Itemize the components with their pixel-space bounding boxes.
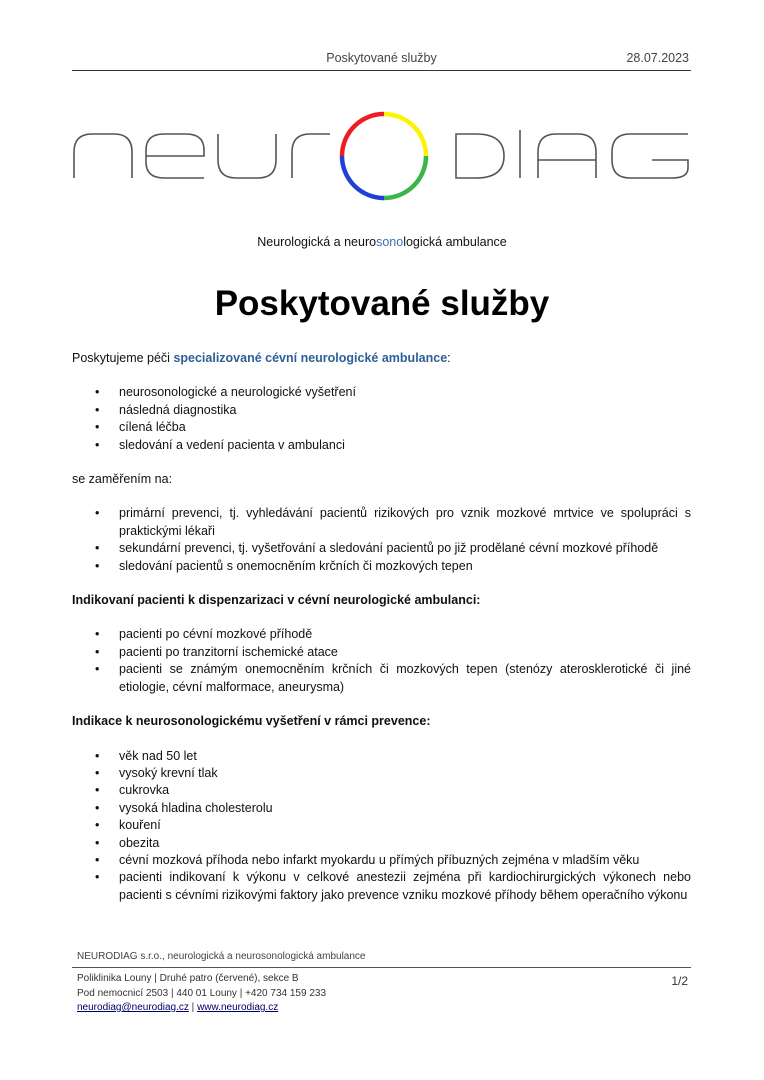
list-item: • sledování pacientů s onemocněním krčních či mozkových tepen	[72, 558, 691, 575]
focus-list	[72, 505, 691, 575]
logo-letter-n	[74, 134, 132, 178]
page-number: 1/2	[671, 974, 688, 988]
indicated-list	[72, 626, 691, 696]
footer-divider	[72, 967, 691, 968]
list-item: • pacienti indikovaní k výkonu v celkové anestezii zejména při kardiochirurgických výkonech nebo pacienti s cévními rizikovými faktory jako prevence vzniku mozkové příhody během operačního výkonu	[72, 869, 691, 904]
footer-address-line-1: Poliklinika Louny | Druhé patro (červené), sekce B	[77, 973, 299, 984]
list-item: • obezita	[72, 835, 691, 852]
list-item: • vysoký krevní tlak	[72, 765, 691, 782]
footer-link-separator: |	[188, 1002, 198, 1013]
list-item: • neurosonologické a neurologické vyšetření	[72, 384, 691, 401]
list-item: • cévní mozková příhoda nebo infarkt myokardu u přímých příbuzných zejména v mladším věku	[72, 852, 691, 869]
logo-letter-r	[292, 134, 330, 178]
list-item: • primární prevenci, tj. vyhledávání pacientů rizikových pro vznik mozkové mrtvice ve spolupráci s praktickými lékaři	[72, 505, 691, 540]
services-list	[72, 384, 691, 454]
logo-subtitle: Neurologická a neurosonologická ambulance	[257, 235, 507, 249]
page-title: Poskytované služby	[214, 284, 550, 323]
list-item: • sekundární prevenci, tj. vyšetřování a sledování pacientů po již prodělané cévní mozkové příhodě	[72, 540, 691, 557]
list-item: • pacienti po cévní mozkové příhodě	[72, 626, 691, 643]
list-item: • kouření	[72, 817, 691, 834]
focus-intro: se zaměřením na:	[72, 472, 173, 487]
list-item: • pacienti se známým onemocněním krčních či mozkových tepen (stenózy aterosklerotické či jiné etiologie, cévní malformace, aneurysma)	[72, 661, 691, 696]
header-title: Poskytované služby	[326, 51, 437, 65]
list-item: • pacienti po tranzitorní ischemické atace	[72, 644, 691, 661]
header-date: 28.07.2023	[626, 51, 689, 65]
footer-address	[77, 972, 326, 1016]
document-body	[72, 350, 691, 904]
logo-letter-e	[146, 134, 204, 178]
footer-contact-links	[77, 1001, 326, 1016]
logo-letter-d	[456, 134, 504, 178]
logo-ring	[342, 114, 426, 198]
prevention-list	[72, 748, 691, 905]
list-item: • následná diagnostika	[72, 402, 691, 419]
footer-web-link[interactable]: www.neurodiag.cz	[197, 1002, 279, 1013]
neurodiag-logo	[72, 110, 692, 202]
logo-letter-g	[612, 134, 688, 178]
list-item: • cílená léčba	[72, 419, 691, 436]
list-item: • cukrovka	[72, 782, 691, 799]
list-item: • věk nad 50 let	[72, 748, 691, 765]
prevention-heading: Indikace k neurosonologickému vyšetření v rámci prevence:	[72, 714, 431, 729]
logo-letter-a	[538, 134, 596, 178]
intro-paragraph: Poskytujeme péči specializované cévní neurologické ambulance:	[72, 351, 451, 365]
logo-letter-u	[218, 134, 276, 178]
page-header	[72, 50, 691, 71]
footer-address-line-2: Pod nemocnicí 2503 | 440 01 Louny | +420 734 159 233	[77, 987, 327, 999]
footer-email-link[interactable]: neurodiag@neurodiag.cz	[77, 1002, 189, 1013]
list-item: • sledování a vedení pacienta v ambulanci	[72, 437, 691, 454]
footer-company: NEURODIAG s.r.o., neurologická a neurosonologická ambulance	[77, 951, 366, 962]
list-item: • vysoká hladina cholesterolu	[72, 800, 691, 817]
indicated-heading: Indikovaní pacienti k dispenzarizaci v cévní neurologické ambulanci:	[72, 593, 481, 608]
